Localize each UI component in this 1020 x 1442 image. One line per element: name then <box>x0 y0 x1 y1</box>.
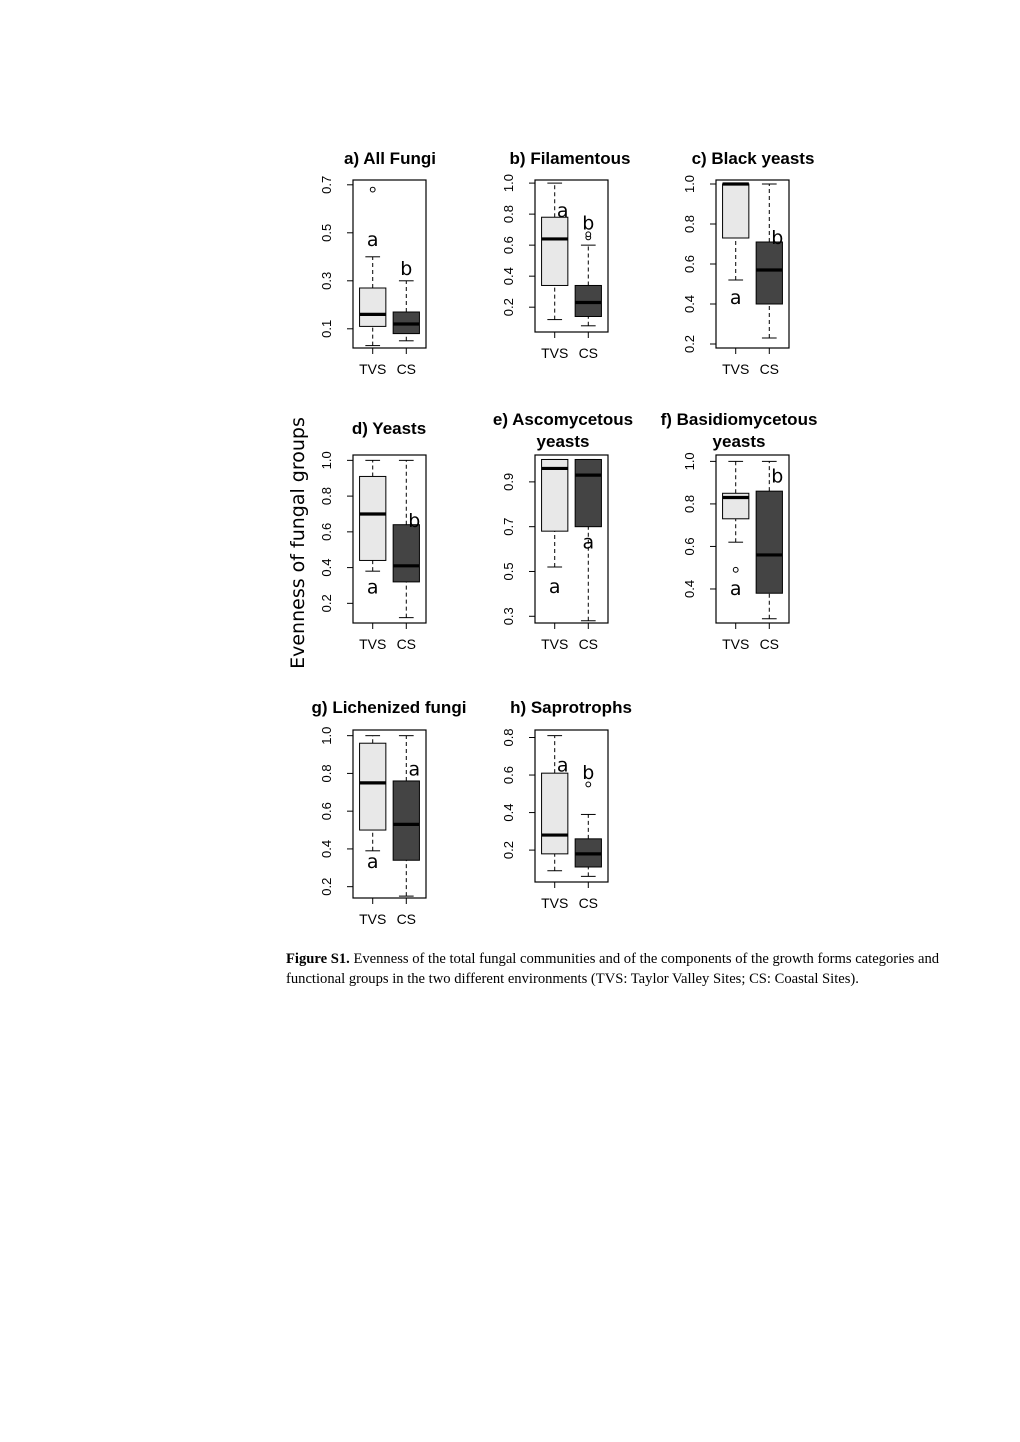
significance-letter: b <box>771 465 784 488</box>
x-tick-label: TVS <box>722 636 750 652</box>
y-tick-label: 0.7 <box>501 517 516 536</box>
x-tick-label: TVS <box>359 361 387 377</box>
y-tick-label: 0.4 <box>682 579 697 599</box>
significance-letter: b <box>582 212 595 235</box>
y-tick-label: 0.2 <box>319 877 334 896</box>
significance-letter: a <box>408 758 421 781</box>
caption-label: Figure S1. <box>286 951 350 967</box>
y-tick-label: 0.5 <box>501 562 516 581</box>
boxplot-panel <box>319 149 436 377</box>
y-tick-label: 0.9 <box>501 472 516 491</box>
significance-letter: a <box>366 576 379 599</box>
boxplot-panel <box>661 410 818 652</box>
box-tvs <box>360 288 386 326</box>
y-tick-label: 0.6 <box>501 765 516 785</box>
y-tick-label: 1.0 <box>319 451 334 470</box>
panel-title: f) Basidiomycetous <box>660 410 818 429</box>
box-tvs <box>542 459 568 531</box>
caption-text: Evenness of the total fungal communities and of the components of the growth forms categories and functional groups in the two different environments (TVS: Taylor Valley Sites; CS: Coastal Sites). <box>286 951 940 987</box>
box-cs <box>393 525 419 582</box>
box-cs <box>756 242 782 304</box>
y-tick-label: 0.1 <box>319 319 334 338</box>
significance-letter: a <box>366 229 379 251</box>
y-tick-label: 0.6 <box>501 236 516 255</box>
panel-title: e) Ascomycetous <box>492 410 634 429</box>
outlier-point <box>733 567 738 572</box>
box-tvs <box>360 743 386 830</box>
y-tick-label: 1.0 <box>501 174 516 193</box>
box-tvs <box>542 217 568 285</box>
significance-letter: b <box>582 762 595 785</box>
x-tick-label: CS <box>396 636 417 652</box>
x-tick-label: CS <box>578 636 599 652</box>
y-tick-label: 0.6 <box>319 522 334 541</box>
y-tick-label: 0.8 <box>319 764 334 783</box>
x-tick-label: TVS <box>541 345 569 361</box>
box-cs <box>756 491 782 593</box>
y-tick-label: 0.8 <box>682 214 697 234</box>
panel-title: b) Filamentous <box>509 149 631 168</box>
y-tick-label: 0.5 <box>319 223 334 242</box>
y-tick-label: 0.4 <box>501 803 516 822</box>
x-tick-label: TVS <box>541 636 569 652</box>
boxplot-panel <box>312 698 467 927</box>
y-tick-label: 0.2 <box>501 298 516 317</box>
box-tvs <box>723 184 749 238</box>
boxplot-panel <box>682 149 814 377</box>
x-tick-label: CS <box>759 361 780 377</box>
significance-letter: b <box>771 227 784 249</box>
boxplot-panel <box>501 149 630 361</box>
y-tick-label: 0.4 <box>319 839 334 858</box>
panel-title: c) Black yeasts <box>691 149 815 168</box>
y-tick-label: 0.7 <box>319 175 334 194</box>
x-tick-label: TVS <box>359 911 387 927</box>
y-tick-label: 0.2 <box>319 594 334 613</box>
panel-title: g) Lichenized fungi <box>311 698 467 717</box>
box-tvs <box>360 476 386 560</box>
panel-title: d) Yeasts <box>351 419 427 438</box>
x-tick-label: CS <box>578 345 599 361</box>
y-tick-label: 0.4 <box>319 558 334 577</box>
panel-title: yeasts <box>712 432 766 451</box>
boxplot-panel <box>319 419 426 652</box>
box-tvs <box>542 773 568 854</box>
box-cs <box>575 459 601 526</box>
y-tick-label: 0.2 <box>501 841 516 860</box>
x-tick-label: CS <box>578 895 599 911</box>
panel-title: h) Saprotrophs <box>510 698 632 717</box>
y-tick-label: 0.6 <box>682 537 697 556</box>
significance-letter: b <box>408 510 421 533</box>
significance-letter: a <box>556 754 569 777</box>
boxplot-panel <box>501 698 632 911</box>
y-tick-label: 1.0 <box>682 174 697 194</box>
figure-caption <box>286 949 954 989</box>
panel-title: yeasts <box>536 432 590 451</box>
y-tick-label: 0.3 <box>501 607 516 626</box>
box-cs <box>393 781 419 860</box>
outlier-point <box>370 187 375 192</box>
y-tick-label: 0.8 <box>501 205 516 224</box>
y-tick-label: 0.6 <box>319 802 334 821</box>
y-tick-label: 0.4 <box>682 294 697 314</box>
boxplot-panel <box>493 410 633 652</box>
significance-letter: a <box>729 287 742 309</box>
y-tick-label: 0.8 <box>501 728 516 747</box>
significance-letter: a <box>366 851 379 874</box>
y-tick-label: 0.2 <box>682 334 697 354</box>
significance-letter: a <box>729 577 742 600</box>
y-axis-label: Evenness of fungal groups <box>287 417 309 669</box>
x-tick-label: TVS <box>541 895 569 911</box>
y-tick-label: 0.8 <box>319 487 334 506</box>
significance-letter: a <box>548 576 561 599</box>
y-tick-label: 1.0 <box>682 452 697 471</box>
y-tick-label: 0.3 <box>319 271 334 290</box>
y-tick-label: 0.8 <box>682 494 697 513</box>
significance-letter: a <box>582 531 595 554</box>
y-tick-label: 1.0 <box>319 726 334 745</box>
x-tick-label: TVS <box>359 636 387 652</box>
significance-letter: a <box>556 200 569 223</box>
y-tick-label: 0.4 <box>501 267 516 286</box>
x-tick-label: TVS <box>722 361 750 377</box>
panel-title: a) All Fungi <box>344 149 436 168</box>
significance-letter: b <box>400 257 413 280</box>
x-tick-label: CS <box>759 636 780 652</box>
x-tick-label: CS <box>396 911 417 927</box>
x-tick-label: CS <box>396 361 417 377</box>
y-tick-label: 0.6 <box>682 254 697 274</box>
